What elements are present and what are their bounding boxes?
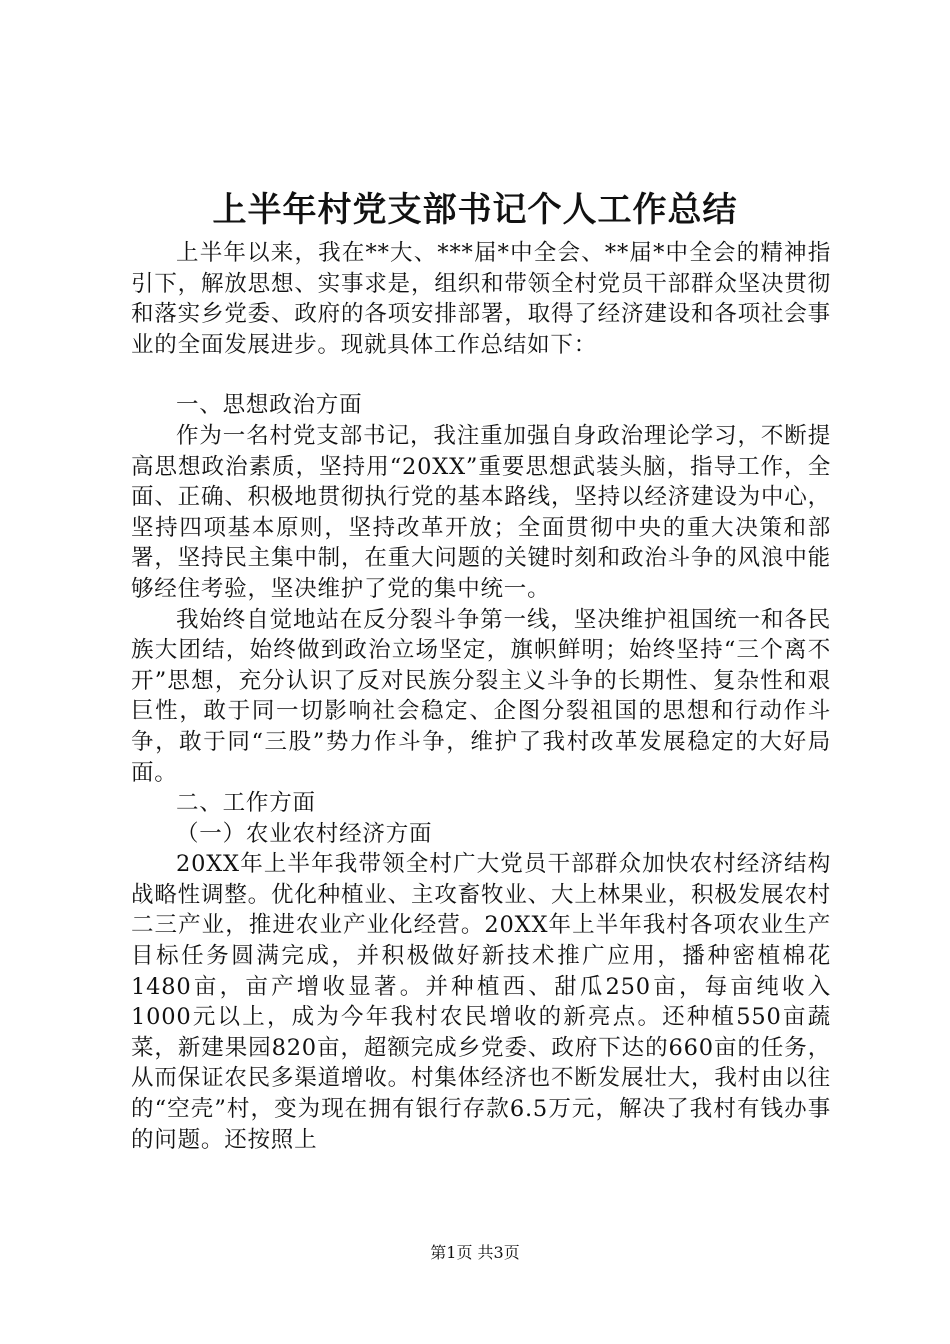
agriculture-paragraph-1: 20XX年上半年我带领全村广大党员干部群众加快农村经济结构战略性调整。优化种植业、主攻畜牧业、大上林果业，积极发展农村二三产业，推进农业产业化经营。20XX年上半年我村各项农业生产目标任务圆满完成，并积极做好新技术推广应用，播种密植棉花1480亩，亩产增收显著。并种植西、甜瓜250亩，每亩纯收入1000元以上，成为今年我村农民增收的新亮点。还种植550亩蔬菜，新建果园820亩，超额完成乡党委、政府下达的660亩的任务，从而保证农民多渠道增收。村集体经济也不断发展壮大，我村由以往的“空壳”村，变为现在拥有银行存款6.5万元，解决了我村有钱办事的问题。还按照上: [131, 851, 831, 1153]
paragraph-gap: [131, 360, 831, 390]
page-footer: 第1页 共3页: [430, 1243, 520, 1262]
document-title: 上半年村党支部书记个人工作总结: [212, 190, 738, 230]
section-heading-politics: 一、思想政治方面: [176, 392, 363, 419]
intro-paragraph: 上半年以来，我在**大、***届*中全会、**届*中全会的精神指引下，解放思想、实事求是，组织和带领全村党员干部群众坚决贯彻和落实乡党委、政府的各项安排部署，取得了经济建设和各项社会事业的全面发展进步。现就具体工作总结如下：: [131, 240, 831, 358]
subsection-heading-agriculture: （一）农业农村经济方面: [176, 820, 433, 847]
politics-paragraph-1: 作为一名村党支部书记，我注重加强自身政治理论学习，不断提高思想政治素质，坚持用“20XX”重要思想武装头脑，指导工作，全面、正确、积极地贯彻执行党的基本路线，坚持以经济建设为中心，坚持四项基本原则，坚持改革开放；全面贯彻中央的重大决策和部署，坚持民主集中制，在重大问题的关键时刻和政治斗争的风浪中能够经住考验，坚决维护了党的集中统一。: [131, 422, 831, 602]
politics-paragraph-2: 我始终自觉地站在反分裂斗争第一线，坚决维护祖国统一和各民族大团结，始终做到政治立场坚定，旗帜鲜明；始终坚持“三个离不开”思想，充分认识了反对民族分裂主义斗争的长期性、复杂性和艰巨性，敢于同一切影响社会稳定、企图分裂祖国的思想和行动作斗争，敢于同“三股”势力作斗争，维护了我村改革发展稳定的大好局面。: [131, 606, 831, 786]
section-heading-work: 二、工作方面: [176, 790, 316, 817]
document-body: [131, 238, 831, 1155]
